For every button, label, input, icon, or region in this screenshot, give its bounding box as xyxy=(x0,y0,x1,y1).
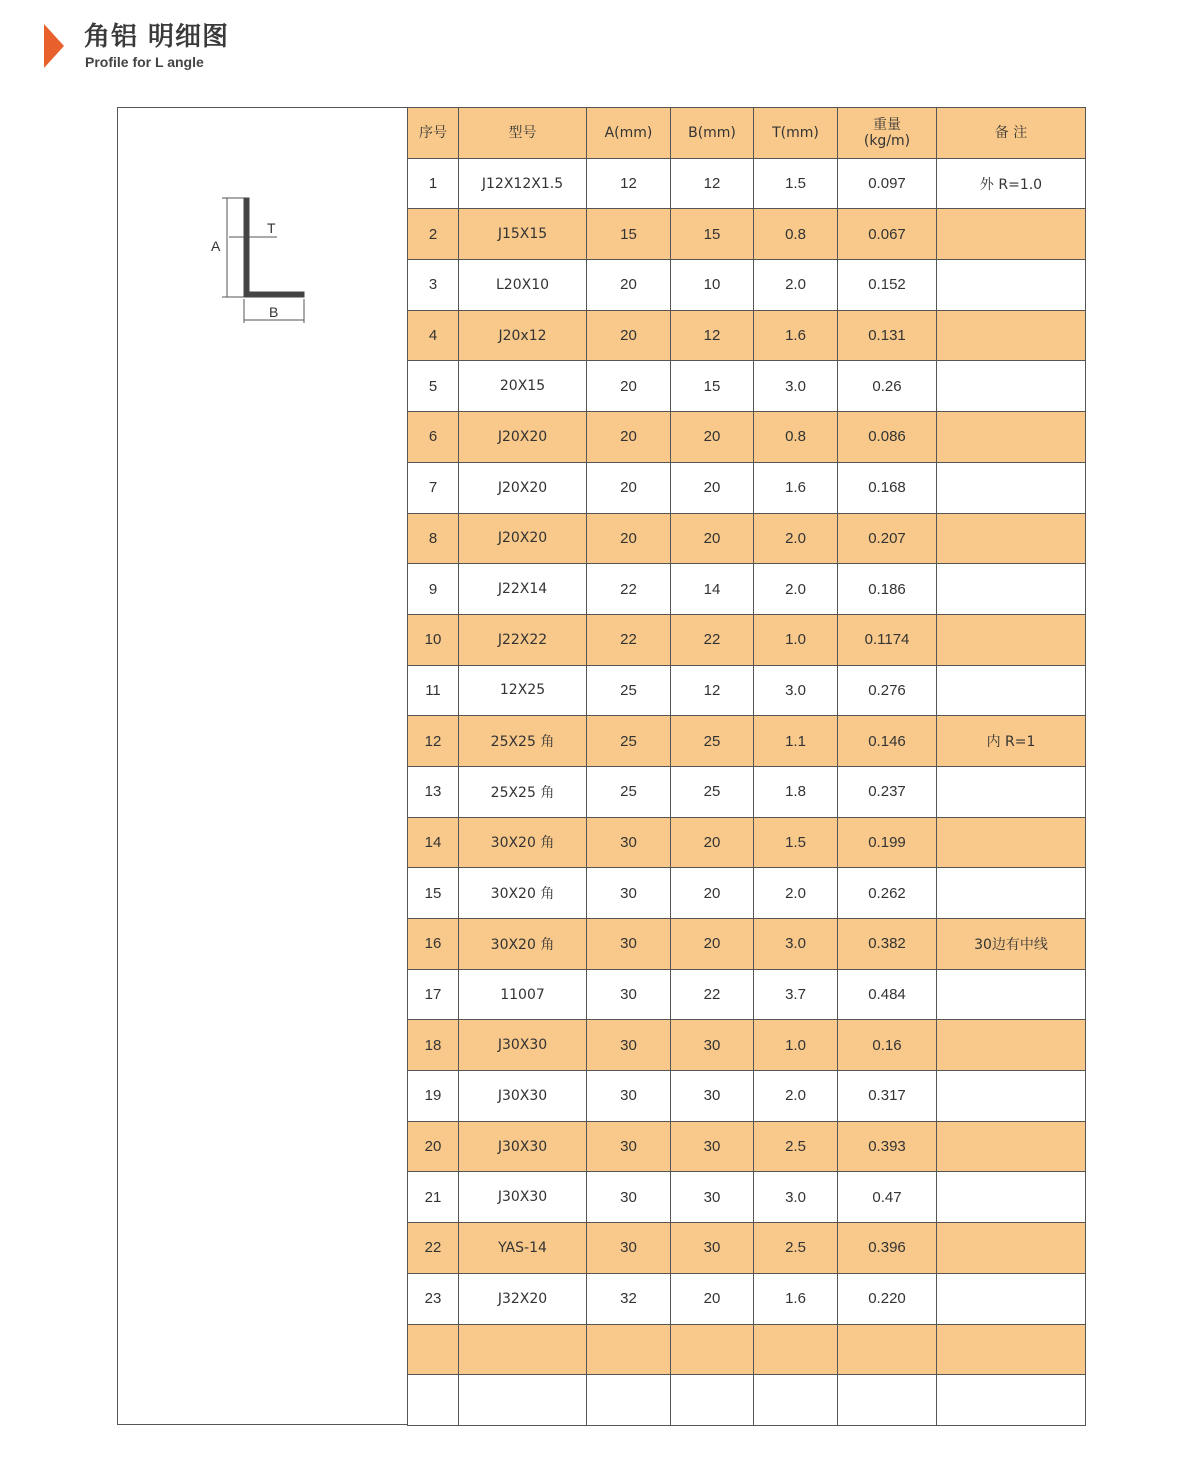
cell-b: 30 xyxy=(671,1172,754,1223)
cell-t: 1.8 xyxy=(754,766,838,817)
cell-weight: 0.382 xyxy=(838,919,937,970)
table-row xyxy=(408,361,1086,412)
column-header-b: B(mm) xyxy=(671,108,754,159)
table-row xyxy=(408,1172,1086,1223)
cell-b: 20 xyxy=(671,868,754,919)
cell-weight: 0.16 xyxy=(838,1020,937,1071)
cell-index: 22 xyxy=(408,1223,459,1274)
cell-weight: 0.097 xyxy=(838,158,937,209)
cell-t: 1.0 xyxy=(754,614,838,665)
page-title: 角铝 明细图 xyxy=(84,22,230,52)
cell-b: 22 xyxy=(671,969,754,1020)
cell-model: J22X14 xyxy=(459,564,587,615)
cell-a: 12 xyxy=(587,158,671,209)
cell-t: 2.0 xyxy=(754,260,838,311)
cell-t: 1.6 xyxy=(754,1273,838,1324)
cell-index: 14 xyxy=(408,817,459,868)
cell-a: 30 xyxy=(587,969,671,1020)
cell-a: 20 xyxy=(587,361,671,412)
cell-b: 30 xyxy=(671,1121,754,1172)
cell-remarks xyxy=(937,1273,1086,1324)
table-row xyxy=(408,665,1086,716)
l-angle-diagram xyxy=(205,195,315,325)
cell-remarks xyxy=(937,209,1086,260)
cell-a: 20 xyxy=(587,310,671,361)
cell-model: 25X25 角 xyxy=(459,716,587,767)
cell-index: 20 xyxy=(408,1121,459,1172)
cell-a xyxy=(587,1324,671,1375)
cell-index: 15 xyxy=(408,868,459,919)
cell-b: 12 xyxy=(671,158,754,209)
cell-a: 22 xyxy=(587,564,671,615)
table-row xyxy=(408,716,1086,767)
cell-model: J22X22 xyxy=(459,614,587,665)
cell-model: 11007 xyxy=(459,969,587,1020)
table-row xyxy=(408,260,1086,311)
cell-weight: 0.396 xyxy=(838,1223,937,1274)
cell-model: YAS-14 xyxy=(459,1223,587,1274)
dimension-label-a: A xyxy=(211,238,221,254)
cell-b: 20 xyxy=(671,1273,754,1324)
cell-weight: 0.199 xyxy=(838,817,937,868)
cell-weight: 0.168 xyxy=(838,462,937,513)
cell-remarks xyxy=(937,260,1086,311)
cell-weight xyxy=(838,1324,937,1375)
cell-remarks xyxy=(937,969,1086,1020)
table-row xyxy=(408,209,1086,260)
cell-b: 20 xyxy=(671,513,754,564)
cell-index: 12 xyxy=(408,716,459,767)
cell-remarks xyxy=(937,614,1086,665)
cell-model: J32X20 xyxy=(459,1273,587,1324)
table-row xyxy=(408,513,1086,564)
cell-model: J30X30 xyxy=(459,1121,587,1172)
table-body xyxy=(408,158,1086,1425)
table-header-row xyxy=(408,108,1086,159)
cell-t: 3.0 xyxy=(754,361,838,412)
cell-model: 25X25 角 xyxy=(459,766,587,817)
cell-remarks xyxy=(937,1223,1086,1274)
cell-a: 30 xyxy=(587,1020,671,1071)
cell-t: 0.8 xyxy=(754,412,838,463)
cell-index: 13 xyxy=(408,766,459,817)
cell-remarks xyxy=(937,665,1086,716)
table-row xyxy=(408,868,1086,919)
cell-a: 22 xyxy=(587,614,671,665)
table-row xyxy=(408,564,1086,615)
cell-b: 20 xyxy=(671,817,754,868)
cell-weight: 0.207 xyxy=(838,513,937,564)
cell-b: 12 xyxy=(671,310,754,361)
cell-index: 10 xyxy=(408,614,459,665)
cell-a: 30 xyxy=(587,1071,671,1122)
cell-b: 20 xyxy=(671,412,754,463)
cell-index: 2 xyxy=(408,209,459,260)
table-row xyxy=(408,412,1086,463)
cell-b: 22 xyxy=(671,614,754,665)
cell-remarks xyxy=(937,1071,1086,1122)
cell-index: 8 xyxy=(408,513,459,564)
table-row xyxy=(408,462,1086,513)
cell-weight: 0.262 xyxy=(838,868,937,919)
cell-weight: 0.317 xyxy=(838,1071,937,1122)
table-row xyxy=(408,310,1086,361)
cell-model xyxy=(459,1324,587,1375)
cell-weight: 0.484 xyxy=(838,969,937,1020)
cell-model: J30X30 xyxy=(459,1020,587,1071)
cell-remarks xyxy=(937,766,1086,817)
cell-index: 16 xyxy=(408,919,459,970)
cell-b: 25 xyxy=(671,766,754,817)
cell-weight: 0.067 xyxy=(838,209,937,260)
cell-t: 2.0 xyxy=(754,513,838,564)
cell-index xyxy=(408,1375,459,1426)
cell-model: 20X15 xyxy=(459,361,587,412)
cell-model: J20X20 xyxy=(459,462,587,513)
cell-index: 3 xyxy=(408,260,459,311)
column-header-remarks: 备 注 xyxy=(937,108,1086,159)
cell-index: 19 xyxy=(408,1071,459,1122)
cell-t: 2.0 xyxy=(754,564,838,615)
cell-remarks: 内 R=1 xyxy=(937,716,1086,767)
cell-t: 3.0 xyxy=(754,665,838,716)
cell-t: 3.0 xyxy=(754,1172,838,1223)
column-header-weight xyxy=(838,108,937,159)
header-accent-marker xyxy=(44,24,64,68)
cell-b: 20 xyxy=(671,462,754,513)
cell-model: 30X20 角 xyxy=(459,868,587,919)
column-header-weight-unit: (kg/m) xyxy=(863,132,911,149)
cell-remarks xyxy=(937,817,1086,868)
table-row xyxy=(408,1020,1086,1071)
cell-index: 5 xyxy=(408,361,459,412)
cell-a: 20 xyxy=(587,260,671,311)
cell-t: 1.1 xyxy=(754,716,838,767)
cell-index: 7 xyxy=(408,462,459,513)
cell-remarks xyxy=(937,564,1086,615)
cell-weight: 0.237 xyxy=(838,766,937,817)
cell-model: J12X12X1.5 xyxy=(459,158,587,209)
cell-index: 6 xyxy=(408,412,459,463)
column-header-weight-label: 重量 xyxy=(873,116,901,133)
cell-b: 15 xyxy=(671,209,754,260)
cell-model: J30X30 xyxy=(459,1071,587,1122)
cell-weight: 0.146 xyxy=(838,716,937,767)
cell-weight: 0.220 xyxy=(838,1273,937,1324)
cell-remarks xyxy=(937,1172,1086,1223)
table-row xyxy=(408,1071,1086,1122)
table-row xyxy=(408,1375,1086,1426)
cell-b: 30 xyxy=(671,1071,754,1122)
cell-t: 2.5 xyxy=(754,1121,838,1172)
column-header-a: A(mm) xyxy=(587,108,671,159)
cell-index: 17 xyxy=(408,969,459,1020)
cell-remarks xyxy=(937,361,1086,412)
cell-b: 25 xyxy=(671,716,754,767)
dimension-label-b: B xyxy=(269,304,279,320)
cell-a: 30 xyxy=(587,919,671,970)
cell-t: 1.5 xyxy=(754,817,838,868)
cell-a: 30 xyxy=(587,868,671,919)
cell-model: 30X20 角 xyxy=(459,919,587,970)
cell-t xyxy=(754,1324,838,1375)
cell-a: 30 xyxy=(587,817,671,868)
column-header-t: T(mm) xyxy=(754,108,838,159)
table-row xyxy=(408,766,1086,817)
cell-t: 2.0 xyxy=(754,1071,838,1122)
cell-a: 25 xyxy=(587,766,671,817)
cell-t: 0.8 xyxy=(754,209,838,260)
cell-index: 11 xyxy=(408,665,459,716)
cell-t: 1.5 xyxy=(754,158,838,209)
cell-weight: 0.186 xyxy=(838,564,937,615)
profile-table xyxy=(407,107,1086,1426)
cell-a: 15 xyxy=(587,209,671,260)
cell-a: 30 xyxy=(587,1121,671,1172)
cell-a: 30 xyxy=(587,1172,671,1223)
cell-remarks xyxy=(937,1324,1086,1375)
cell-model: J15X15 xyxy=(459,209,587,260)
cell-remarks xyxy=(937,513,1086,564)
cell-remarks xyxy=(937,462,1086,513)
cell-t: 2.0 xyxy=(754,868,838,919)
cell-remarks xyxy=(937,412,1086,463)
cell-index xyxy=(408,1324,459,1375)
cell-b: 20 xyxy=(671,919,754,970)
table-row xyxy=(408,614,1086,665)
cell-b: 10 xyxy=(671,260,754,311)
cell-t: 1.6 xyxy=(754,310,838,361)
cell-index: 21 xyxy=(408,1172,459,1223)
cell-b xyxy=(671,1375,754,1426)
cell-remarks: 外 R=1.0 xyxy=(937,158,1086,209)
cell-weight: 0.26 xyxy=(838,361,937,412)
cell-a: 20 xyxy=(587,513,671,564)
cell-a xyxy=(587,1375,671,1426)
cell-a: 20 xyxy=(587,412,671,463)
cell-weight: 0.1174 xyxy=(838,614,937,665)
table-row xyxy=(408,1121,1086,1172)
cell-b: 14 xyxy=(671,564,754,615)
cell-model xyxy=(459,1375,587,1426)
cell-model: 30X20 角 xyxy=(459,817,587,868)
column-header-index: 序号 xyxy=(408,108,459,159)
cell-weight: 0.086 xyxy=(838,412,937,463)
cell-remarks xyxy=(937,1375,1086,1426)
cell-b: 15 xyxy=(671,361,754,412)
cell-a: 20 xyxy=(587,462,671,513)
cell-a: 25 xyxy=(587,665,671,716)
cell-remarks xyxy=(937,868,1086,919)
cell-model: 12X25 xyxy=(459,665,587,716)
cell-remarks xyxy=(937,310,1086,361)
cell-a: 30 xyxy=(587,1223,671,1274)
cell-model: L20X10 xyxy=(459,260,587,311)
cell-weight: 0.131 xyxy=(838,310,937,361)
cell-index: 4 xyxy=(408,310,459,361)
cell-remarks xyxy=(937,1020,1086,1071)
dimension-label-t: T xyxy=(267,220,276,236)
cell-b: 30 xyxy=(671,1020,754,1071)
table-row xyxy=(408,919,1086,970)
page-subtitle: Profile for L angle xyxy=(85,54,204,70)
cell-index: 1 xyxy=(408,158,459,209)
cell-weight: 0.276 xyxy=(838,665,937,716)
cell-index: 23 xyxy=(408,1273,459,1324)
cell-t xyxy=(754,1375,838,1426)
cell-a: 32 xyxy=(587,1273,671,1324)
cell-t: 1.6 xyxy=(754,462,838,513)
cell-weight: 0.393 xyxy=(838,1121,937,1172)
table-row xyxy=(408,1223,1086,1274)
cell-t: 2.5 xyxy=(754,1223,838,1274)
cell-model: J20X20 xyxy=(459,412,587,463)
cell-index: 9 xyxy=(408,564,459,615)
column-header-model: 型号 xyxy=(459,108,587,159)
l-angle-profile xyxy=(244,198,304,297)
cell-weight: 0.47 xyxy=(838,1172,937,1223)
cell-remarks: 30边有中线 xyxy=(937,919,1086,970)
cell-a: 25 xyxy=(587,716,671,767)
table-row xyxy=(408,158,1086,209)
table-row xyxy=(408,817,1086,868)
cell-model: J20X20 xyxy=(459,513,587,564)
cell-b: 30 xyxy=(671,1223,754,1274)
cell-weight: 0.152 xyxy=(838,260,937,311)
cell-b: 12 xyxy=(671,665,754,716)
table-row xyxy=(408,1324,1086,1375)
cell-weight xyxy=(838,1375,937,1426)
cell-t: 3.0 xyxy=(754,919,838,970)
cell-index: 18 xyxy=(408,1020,459,1071)
cell-remarks xyxy=(937,1121,1086,1172)
table-row xyxy=(408,969,1086,1020)
table-row xyxy=(408,1273,1086,1324)
cell-t: 3.7 xyxy=(754,969,838,1020)
cell-model: J20x12 xyxy=(459,310,587,361)
cell-b xyxy=(671,1324,754,1375)
cell-model: J30X30 xyxy=(459,1172,587,1223)
cell-t: 1.0 xyxy=(754,1020,838,1071)
